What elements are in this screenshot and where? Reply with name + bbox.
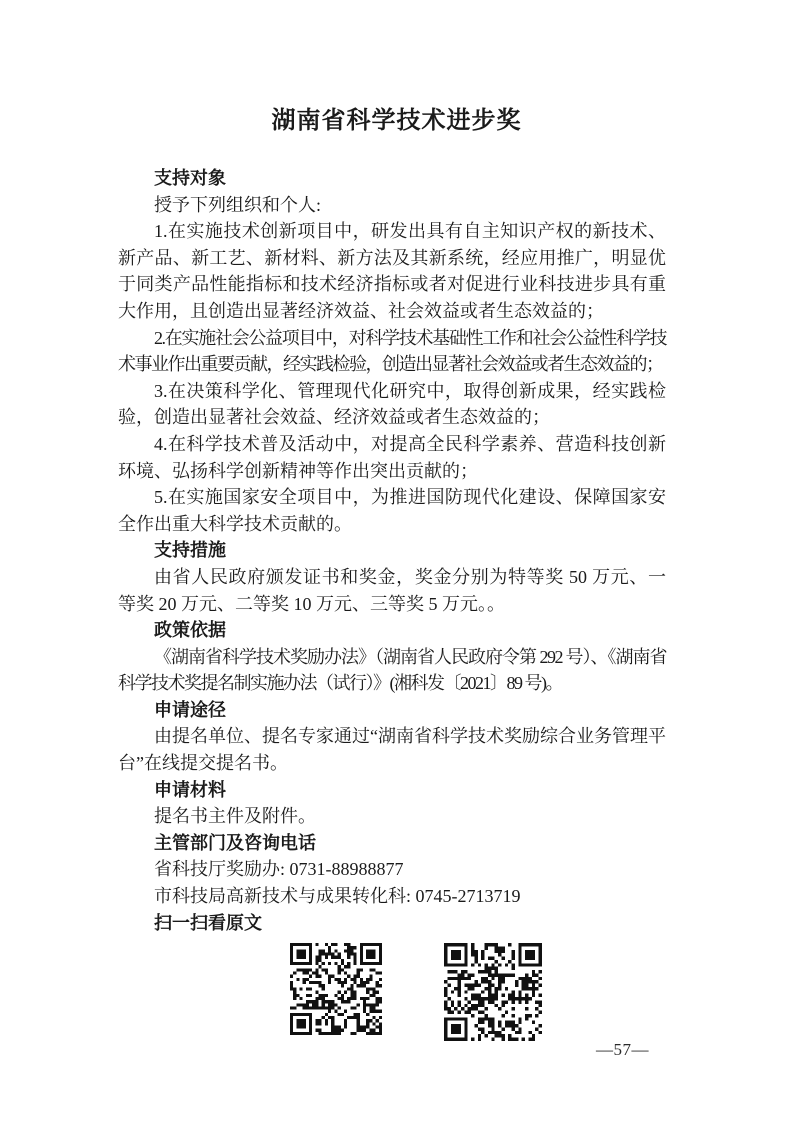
section-scan-original (118, 910, 666, 1042)
heading-policy-basis: 政策依据 (154, 620, 226, 641)
heading-contact: 主管部门及咨询电话 (154, 832, 316, 853)
support-target-item-1: 1.在实施技术创新项目中，研发出具有自主知识产权的新技术、新产品、新工艺、新材料、新方法及其新系统，经应用推广，明显优于同类产品性能指标和技术经济指标或者对促进行业科技进步具有重大作用，且创造出显著经济效益、社会效益或者生态效益的； (118, 221, 666, 321)
heading-application-materials: 申请材料 (154, 779, 226, 800)
section-support-target (118, 165, 666, 537)
contact-city-phone: 市科技局高新技术与成果转化科: 0745-2713719 (154, 886, 521, 907)
heading-support-measures: 支持措施 (154, 540, 226, 561)
support-measures-text: 由省人民政府颁发证书和奖金，奖金分别为特等奖 50 万元、一等奖 20 万元、二等奖 10 万元、三等奖 5 万元。。 (118, 566, 666, 614)
section-application-materials (118, 777, 666, 830)
policy-basis-text: 《湖南省科学技术奖励办法》（湖南省人民政府令第 292 号）、《湖南省科学技术奖提名制实施办法（试行）》(湘科发〔2021〕89 号)。 (118, 646, 666, 694)
heading-support-target: 支持对象 (154, 168, 226, 188)
section-policy-basis (118, 617, 666, 697)
support-target-item-3: 3.在决策科学化、管理现代化研究中，取得创新成果，经实践检验，创造出显著社会效益、经济效益或者生态效益的； (118, 380, 666, 428)
support-target-intro: 授予下列组织和个人: (154, 194, 322, 215)
heading-scan-original: 扫一扫看原文 (154, 912, 262, 933)
qr-code-row (118, 943, 666, 1041)
qr-code-left (290, 943, 382, 1035)
application-materials-text: 提名书主件及附件。 (154, 806, 316, 827)
support-target-item-2: 2.在实施社会公益项目中，对科学技术基础性工作和社会公益性科学技术事业作出重要贡献，经实践检验，创造出显著社会效益或者生态效益的； (118, 327, 666, 375)
page-number: —57— (596, 1040, 649, 1059)
application-channel-text: 由提名单位、提名专家通过“湖南省科学技术奖励综合业务管理平台”在线提交提名书。 (118, 726, 666, 774)
support-target-item-5: 5.在实施国家安全项目中，为推进国防现代化建设、保障国家安全作出重大科学技术贡献的。 (118, 487, 666, 534)
section-support-measures (118, 537, 666, 617)
contact-provincial-phone: 省科技厅奖励办: 0731-88988877 (154, 859, 404, 880)
support-target-item-4: 4.在科学技术普及活动中，对提高全民科学素养、营造科技创新环境、弘扬科学创新精神等作出突出贡献的； (118, 433, 666, 481)
document-title: 湖南省科学技术进步奖 (271, 108, 522, 134)
heading-application-channel: 申请途径 (154, 699, 226, 720)
section-contact (118, 830, 666, 910)
document-body (118, 165, 666, 1041)
qr-code-right (444, 943, 542, 1041)
section-application-channel (118, 697, 666, 777)
